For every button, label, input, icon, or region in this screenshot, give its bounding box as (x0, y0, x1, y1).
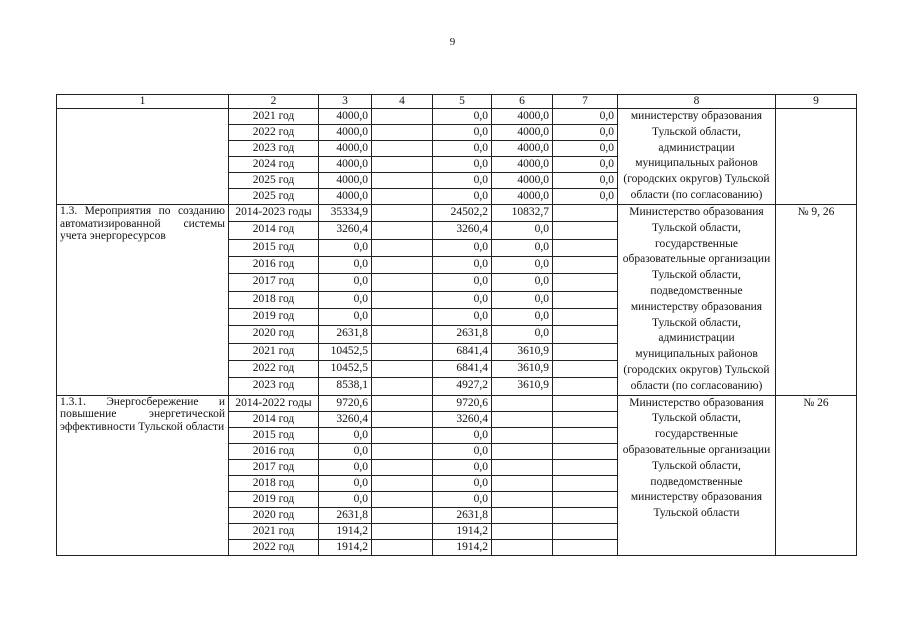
federal-cell (372, 308, 433, 325)
total-cell: 0,0 (319, 239, 372, 256)
table-row (57, 205, 857, 222)
regional-cell: 1914,2 (433, 523, 492, 539)
municipal-cell: 3610,9 (492, 378, 553, 395)
regional-cell: 4927,2 (433, 378, 492, 395)
total-cell: 4000,0 (319, 157, 372, 173)
total-cell: 2631,8 (319, 507, 372, 523)
total-cell: 0,0 (319, 427, 372, 443)
col-header: 5 (433, 95, 492, 109)
year-cell: 2020 год (229, 507, 319, 523)
other-cell (553, 222, 618, 239)
total-cell: 0,0 (319, 475, 372, 491)
year-cell: 2021 год (229, 343, 319, 360)
federal-cell (372, 189, 433, 205)
total-cell: 3260,4 (319, 222, 372, 239)
regional-cell: 0,0 (433, 239, 492, 256)
municipal-cell: 4000,0 (492, 157, 553, 173)
year-cell: 2023 год (229, 378, 319, 395)
other-cell (553, 459, 618, 475)
year-cell: 2017 год (229, 274, 319, 291)
federal-cell (372, 411, 433, 427)
table-row (57, 395, 857, 411)
col-header: 4 (372, 95, 433, 109)
other-cell (553, 308, 618, 325)
indicator-ref-cell: № 9, 26 (776, 205, 857, 396)
municipal-cell: 4000,0 (492, 189, 553, 205)
municipal-cell (492, 539, 553, 555)
year-cell: 2021 год (229, 523, 319, 539)
municipal-cell: 4000,0 (492, 173, 553, 189)
total-cell: 35334,9 (319, 205, 372, 222)
col-header: 2 (229, 95, 319, 109)
federal-cell (372, 205, 433, 222)
federal-cell (372, 109, 433, 125)
other-cell (553, 523, 618, 539)
total-cell: 0,0 (319, 443, 372, 459)
year-cell: 2021 год (229, 109, 319, 125)
federal-cell (372, 459, 433, 475)
other-cell (553, 539, 618, 555)
municipal-cell: 0,0 (492, 308, 553, 325)
regional-cell: 0,0 (433, 427, 492, 443)
federal-cell (372, 274, 433, 291)
col-header: 8 (618, 95, 776, 109)
municipal-cell: 10832,7 (492, 205, 553, 222)
federal-cell (372, 360, 433, 377)
year-cell: 2023 год (229, 141, 319, 157)
regional-cell: 2631,8 (433, 326, 492, 343)
total-cell: 4000,0 (319, 189, 372, 205)
municipal-cell (492, 507, 553, 523)
year-cell: 2019 год (229, 308, 319, 325)
other-cell (553, 491, 618, 507)
other-cell (553, 411, 618, 427)
federal-cell (372, 378, 433, 395)
year-cell: 2022 год (229, 125, 319, 141)
total-cell: 1914,2 (319, 523, 372, 539)
regional-cell: 6841,4 (433, 360, 492, 377)
federal-cell (372, 507, 433, 523)
municipal-cell (492, 443, 553, 459)
other-cell: 0,0 (553, 141, 618, 157)
regional-cell: 0,0 (433, 308, 492, 325)
col-header: 1 (57, 95, 229, 109)
municipal-cell (492, 411, 553, 427)
municipal-cell: 4000,0 (492, 141, 553, 157)
federal-cell (372, 475, 433, 491)
federal-cell (372, 222, 433, 239)
municipal-cell (492, 459, 553, 475)
col-header: 3 (319, 95, 372, 109)
federal-cell (372, 157, 433, 173)
other-cell (553, 475, 618, 491)
total-cell: 4000,0 (319, 109, 372, 125)
total-cell: 1914,2 (319, 539, 372, 555)
regional-cell: 0,0 (433, 491, 492, 507)
other-cell (553, 378, 618, 395)
executor-cell: Министерство образования Тульской области, государственные образовательные организации Тульской области, подведомственные министерству образования Тульской области (618, 395, 776, 555)
measure-name-cell (57, 109, 229, 205)
total-cell: 3260,4 (319, 411, 372, 427)
regional-cell: 0,0 (433, 443, 492, 459)
total-cell: 8538,1 (319, 378, 372, 395)
other-cell: 0,0 (553, 125, 618, 141)
federal-cell (372, 291, 433, 308)
total-cell: 0,0 (319, 308, 372, 325)
regional-cell: 0,0 (433, 157, 492, 173)
federal-cell (372, 443, 433, 459)
regional-cell: 3260,4 (433, 222, 492, 239)
other-cell: 0,0 (553, 157, 618, 173)
total-cell: 2631,8 (319, 326, 372, 343)
municipal-cell: 0,0 (492, 222, 553, 239)
year-cell: 2025 год (229, 189, 319, 205)
other-cell (553, 427, 618, 443)
municipal-cell: 3610,9 (492, 343, 553, 360)
program-table (56, 94, 857, 556)
year-cell: 2022 год (229, 539, 319, 555)
total-cell: 0,0 (319, 291, 372, 308)
regional-cell: 0,0 (433, 475, 492, 491)
other-cell (553, 395, 618, 411)
other-cell: 0,0 (553, 109, 618, 125)
municipal-cell: 0,0 (492, 274, 553, 291)
municipal-cell: 0,0 (492, 291, 553, 308)
total-cell: 10452,5 (319, 343, 372, 360)
regional-cell: 9720,6 (433, 395, 492, 411)
other-cell (553, 360, 618, 377)
year-cell: 2016 год (229, 256, 319, 273)
col-header: 9 (776, 95, 857, 109)
year-cell: 2014 год (229, 411, 319, 427)
other-cell (553, 274, 618, 291)
municipal-cell: 3610,9 (492, 360, 553, 377)
executor-cell: министерству образования Тульской области, администрации муниципальных районов (городских округов) Тульской области (по согласованию) (618, 109, 776, 205)
other-cell: 0,0 (553, 189, 618, 205)
municipal-cell (492, 523, 553, 539)
year-cell: 2025 год (229, 173, 319, 189)
municipal-cell (492, 475, 553, 491)
federal-cell (372, 125, 433, 141)
regional-cell: 0,0 (433, 256, 492, 273)
federal-cell (372, 523, 433, 539)
year-cell: 2020 год (229, 326, 319, 343)
federal-cell (372, 256, 433, 273)
municipal-cell: 0,0 (492, 256, 553, 273)
year-cell: 2018 год (229, 475, 319, 491)
federal-cell (372, 326, 433, 343)
federal-cell (372, 343, 433, 360)
municipal-cell: 4000,0 (492, 125, 553, 141)
regional-cell: 2631,8 (433, 507, 492, 523)
year-cell: 2016 год (229, 443, 319, 459)
federal-cell (372, 239, 433, 256)
regional-cell: 0,0 (433, 274, 492, 291)
col-header: 7 (553, 95, 618, 109)
total-cell: 9720,6 (319, 395, 372, 411)
year-cell: 2019 год (229, 491, 319, 507)
other-cell (553, 239, 618, 256)
total-cell: 4000,0 (319, 125, 372, 141)
municipal-cell (492, 491, 553, 507)
municipal-cell (492, 395, 553, 411)
page-number: 9 (449, 36, 456, 48)
total-cell: 0,0 (319, 274, 372, 291)
regional-cell: 3260,4 (433, 411, 492, 427)
year-cell: 2018 год (229, 291, 319, 308)
municipal-cell: 4000,0 (492, 109, 553, 125)
regional-cell: 0,0 (433, 141, 492, 157)
federal-cell (372, 395, 433, 411)
total-cell: 0,0 (319, 459, 372, 475)
federal-cell (372, 141, 433, 157)
total-cell: 0,0 (319, 491, 372, 507)
other-cell (553, 326, 618, 343)
other-cell (553, 443, 618, 459)
measure-name-cell: 1.3.1. Энергосбережение и повышение энергетической эффективности Тульской области (57, 395, 229, 555)
total-cell: 0,0 (319, 256, 372, 273)
regional-cell: 0,0 (433, 459, 492, 475)
measure-name-cell: 1.3. Мероприятия по созданию автоматизированной системы учета энергоресурсов (57, 205, 229, 396)
year-cell: 2015 год (229, 239, 319, 256)
other-cell (553, 291, 618, 308)
regional-cell: 0,0 (433, 173, 492, 189)
table-row (57, 109, 857, 125)
federal-cell (372, 539, 433, 555)
year-cell: 2014-2023 годы (229, 205, 319, 222)
col-header: 6 (492, 95, 553, 109)
year-cell: 2014 год (229, 222, 319, 239)
municipal-cell: 0,0 (492, 326, 553, 343)
regional-cell: 0,0 (433, 125, 492, 141)
municipal-cell: 0,0 (492, 239, 553, 256)
other-cell (553, 256, 618, 273)
total-cell: 4000,0 (319, 141, 372, 157)
federal-cell (372, 427, 433, 443)
year-cell: 2015 год (229, 427, 319, 443)
year-cell: 2017 год (229, 459, 319, 475)
other-cell (553, 343, 618, 360)
indicator-ref-cell (776, 109, 857, 205)
other-cell (553, 205, 618, 222)
regional-cell: 24502,2 (433, 205, 492, 222)
regional-cell: 0,0 (433, 189, 492, 205)
executor-cell: Министерство образования Тульской области, государственные образовательные организации Тульской области, подведомственные министерству образования Тульской области, администрации муниципальных районов (городских округов) Тульской области (по согласованию) (618, 205, 776, 396)
header-row (57, 95, 857, 109)
other-cell (553, 507, 618, 523)
regional-cell: 6841,4 (433, 343, 492, 360)
regional-cell: 0,0 (433, 291, 492, 308)
federal-cell (372, 173, 433, 189)
municipal-cell (492, 427, 553, 443)
total-cell: 4000,0 (319, 173, 372, 189)
table-body (57, 109, 857, 556)
indicator-ref-cell: № 26 (776, 395, 857, 555)
federal-cell (372, 491, 433, 507)
other-cell: 0,0 (553, 173, 618, 189)
regional-cell: 0,0 (433, 109, 492, 125)
regional-cell: 1914,2 (433, 539, 492, 555)
year-cell: 2022 год (229, 360, 319, 377)
year-cell: 2024 год (229, 157, 319, 173)
total-cell: 10452,5 (319, 360, 372, 377)
year-cell: 2014-2022 годы (229, 395, 319, 411)
